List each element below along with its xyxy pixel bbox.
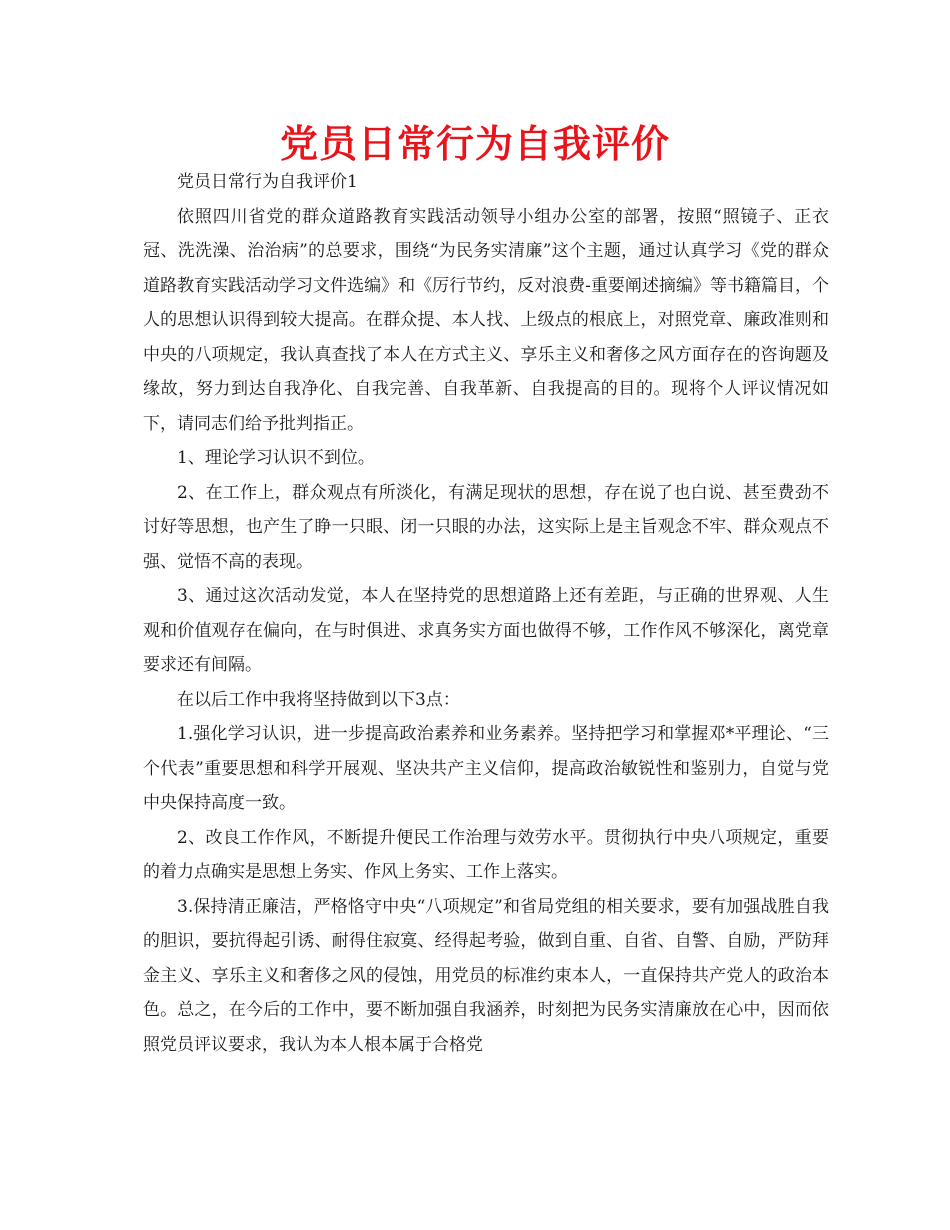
paragraph-item-1: 1、理论学习认识不到位。 bbox=[177, 448, 375, 468]
paragraph-intro: 依照四川省党的群众道路教育实践活动领导小组办公室的部署，按照“照镜子、正衣冠、洗洗澡、治治病”的总要求，围绕“为民务实清廉”这个主题，通过认真学习《党的群众道路教育实践活动学习文件选编》和《厉行节约，反对浪费-重要阐述摘编》等书籍篇目，个人的思想认识得到较大提高。在群众提、本人找、上级点的根底上，对照党章、廉政准则和中央的八项规定，我认真查找了本人在方式主义、享乐主义和奢侈之风方面存在的咨询题及缘故，努力到达自我净化、自我完善、自我革新、自我提高的目的。现将个人评议情况如下，请同志们给予批判指正。 bbox=[143, 206, 829, 434]
paragraph-item-2: 2、在工作上，群众观点有所淡化，有满足现状的思想，存在说了也白说、甚至费劲不讨好等思想，也产生了睁一只眼、闭一只眼的办法，这实际上是主旨观念不牢、群众观点不强、觉悟不高的表现。 bbox=[143, 482, 829, 572]
paragraph-plan-1: 1.强化学习认识，进一步提高政治素养和业务素养。坚持把学习和掌握邓*平理论、“三个代表”重要思想和科学开展观、坚决共产主义信仰，提高政治敏锐性和鉴别力，自觉与党中央保持高度一致。 bbox=[143, 724, 829, 813]
document-title: 党员日常行为自我评价 bbox=[279, 122, 670, 166]
document-body bbox=[143, 165, 829, 1062]
paragraph-item-3: 3、通过这次活动发觉，本人在坚持党的思想道路上还有差距，与正确的世界观、人生观和价值观存在偏向，在与时俱进、求真务实方面也做得不够，工作作风不够深化，离党章要求还有间隔。 bbox=[143, 586, 829, 675]
paragraph-plan-intro: 在以后工作中我将坚持做到以下3点： bbox=[177, 689, 460, 710]
paragraph-plan-2: 2、改良工作作风，不断提升便民工作治理与效劳水平。贯彻执行中央八项规定，重要的着力点确实是思想上务实、作风上务实、工作上落实。 bbox=[143, 827, 829, 882]
paragraph-plan-3: 3.保持清正廉洁，严格恪守中央“八项规定”和省局党组的相关要求，要有加强战胜自我的胆识，要抗得起引诱、耐得住寂寞、经得起考验，做到自重、自省、自警、自励，严防拜金主义、享乐主义和奢侈之风的侵蚀，用党员的标准约束本人，一直保持共产党人的政治本色。总之，在今后的工作中，要不断加强自我涵养，时刻把为民务实清廉放在心中，因而依照党员评议要求，我认为本人根本属于合格党 bbox=[143, 896, 829, 1055]
paragraph-subtitle: 党员日常行为自我评价1 bbox=[177, 172, 358, 192]
